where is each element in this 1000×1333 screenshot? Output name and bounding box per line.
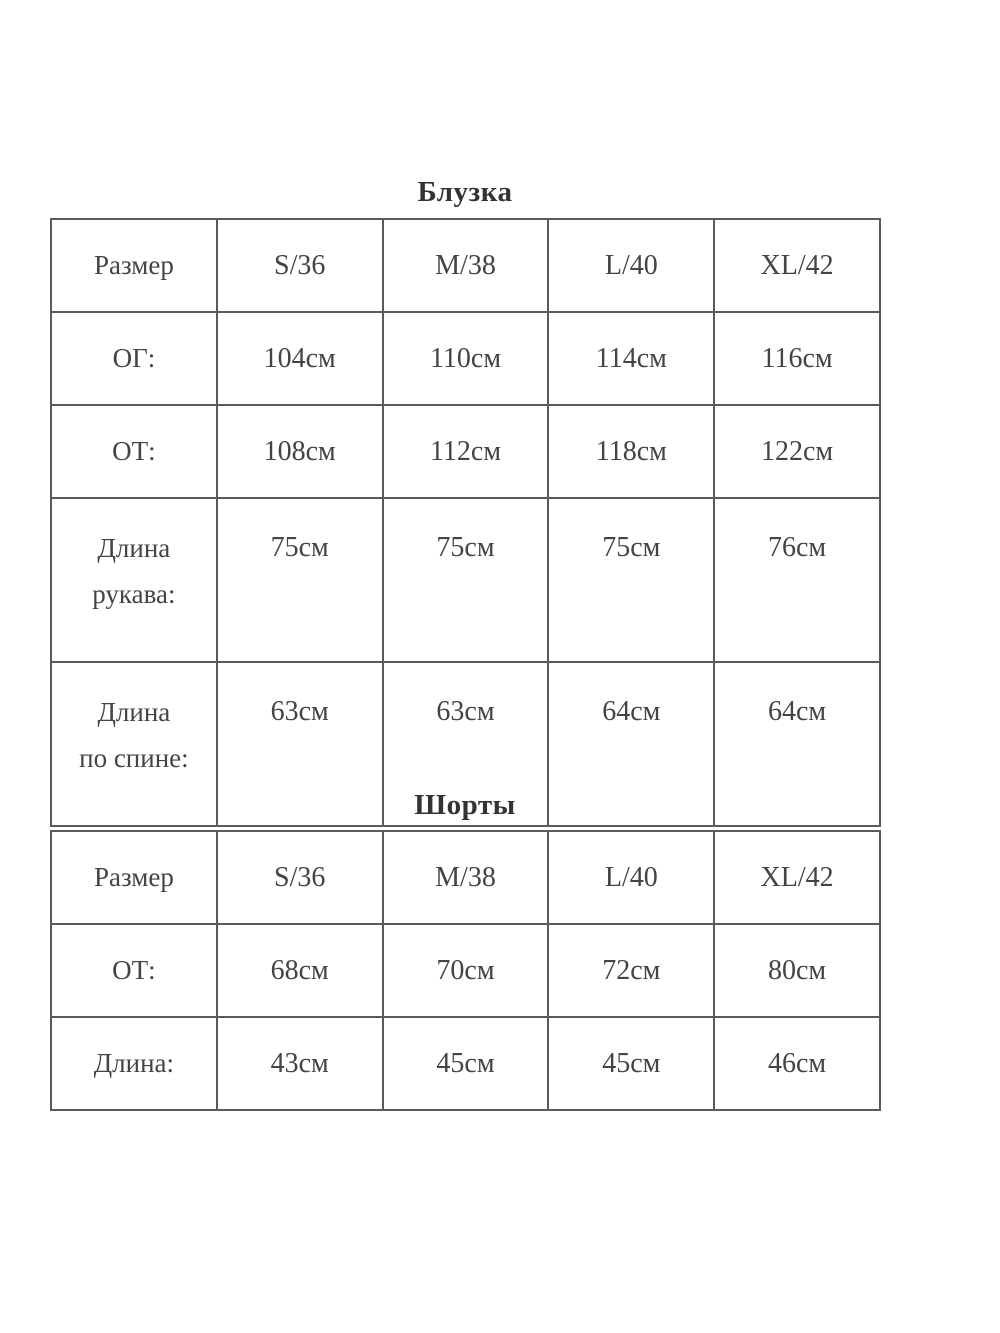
table-row <box>51 498 880 662</box>
table-cell: 122см <box>714 405 880 498</box>
table-cell: 104см <box>217 312 383 405</box>
table-cell: 43см <box>217 1017 383 1110</box>
table-cell: 108см <box>217 405 383 498</box>
table-cell: XL/42 <box>714 831 880 924</box>
table-cell: S/36 <box>217 219 383 312</box>
table-cell: 110см <box>383 312 549 405</box>
row-label-line: по спине: <box>79 743 189 773</box>
row-label: ОГ: <box>51 312 217 405</box>
table-row <box>51 405 880 498</box>
row-label: Размер <box>51 831 217 924</box>
table-cell: 75см <box>217 498 383 662</box>
table-cell: 118см <box>548 405 714 498</box>
row-label <box>51 498 217 662</box>
table-row <box>51 924 880 1017</box>
table-cell: 45см <box>383 1017 549 1110</box>
row-label: Размер <box>51 219 217 312</box>
row-label: ОТ: <box>51 405 217 498</box>
table-row <box>51 1017 880 1110</box>
shorts-size-table <box>50 830 881 1111</box>
table-row <box>51 219 880 312</box>
table-cell: M/38 <box>383 219 549 312</box>
table-row <box>51 831 880 924</box>
table-cell: 68см <box>217 924 383 1017</box>
table-cell: L/40 <box>548 219 714 312</box>
table-cell: M/38 <box>383 831 549 924</box>
table-cell: 64см <box>548 662 714 826</box>
table-cell: S/36 <box>217 831 383 924</box>
table-cell: 63см <box>383 662 549 826</box>
table-cell: 64см <box>714 662 880 826</box>
row-label-line: Длина <box>97 697 171 727</box>
row-label-line: рукава: <box>92 579 176 609</box>
table-cell: 114см <box>548 312 714 405</box>
table-cell: 63см <box>217 662 383 826</box>
table-cell: 76см <box>714 498 880 662</box>
shorts-title: Шорты <box>414 789 516 821</box>
table-cell: 75см <box>383 498 549 662</box>
table-cell: 72см <box>548 924 714 1017</box>
table-cell: L/40 <box>548 831 714 924</box>
table-cell: 80см <box>714 924 880 1017</box>
table-row <box>51 312 880 405</box>
blouse-size-table <box>50 218 881 827</box>
blouse-title: Блузка <box>417 176 513 208</box>
table-cell: 45см <box>548 1017 714 1110</box>
table-cell: 75см <box>548 498 714 662</box>
table-cell: XL/42 <box>714 219 880 312</box>
table-cell: 46см <box>714 1017 880 1110</box>
row-label-line: Длина <box>97 533 171 563</box>
table-cell: 70см <box>383 924 549 1017</box>
table-cell: 116см <box>714 312 880 405</box>
row-label: Длина: <box>51 1017 217 1110</box>
row-label: ОТ: <box>51 924 217 1017</box>
table-cell: 112см <box>383 405 549 498</box>
